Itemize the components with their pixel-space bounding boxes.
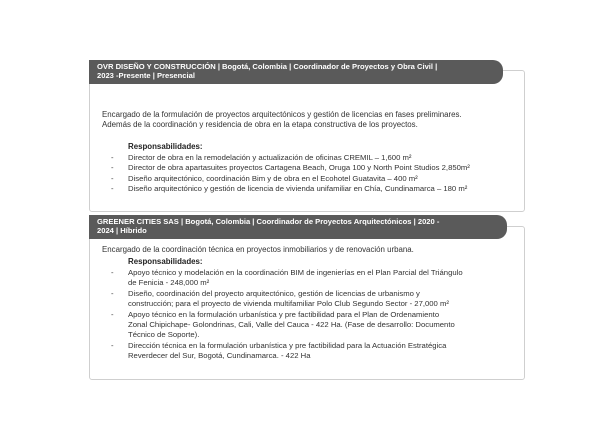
bullet-dash: - (111, 184, 114, 194)
description-line: Encargado de la coordinación técnica en proyectos inmobiliarios y de renovación urbana. (102, 245, 414, 254)
job-header-line2: 2024 | Híbrido (97, 226, 147, 235)
bullet-dash: - (111, 340, 114, 350)
list-item-text: Dirección técnica en la formulación urbanística y pre factibilidad para la Actuación Estratégica (128, 340, 447, 350)
job-description-greener (102, 245, 414, 255)
bullet-dash: - (111, 153, 114, 162)
list-item-text: Director de obra apartasuites proyectos Cartagena Beach, Oruga 100 y North Point Studios 2,850m² (128, 163, 470, 173)
responsibilities-title: Responsabilidades: (128, 257, 203, 266)
list-item (111, 341, 463, 362)
list-item-text: Reverdecer del Sur, Bogotá, Cundinamarca. - 422 Ha (128, 351, 311, 361)
list-item (111, 268, 463, 289)
list-item-text: Zonal Chipichape- Golondrinas, Cali, Valle del Cauca - 422 Ha. (Fase de desarrollo: Documento (128, 320, 455, 330)
bullet-dash: - (111, 268, 114, 277)
bullet-dash: - (111, 173, 114, 183)
list-item-text: Director de obra en la remodelación y actualización de oficinas CREMIL – 1,600 m² (128, 153, 412, 162)
job-header-ovr (89, 60, 503, 84)
list-item (111, 289, 463, 310)
list-item-text: de Fenicia - 248,000 m² (128, 278, 210, 288)
list-item-text: Apoyo técnico y modelación en la coordinación BIM de ingenierías en el Plan Parcial del Triángulo (128, 268, 463, 277)
bullet-dash: - (111, 309, 114, 319)
list-item-text: Diseño, coordinación del proyecto arquitectónico, gestión de licencias de urbanismo y (128, 288, 420, 298)
job-header-line1: GREENER CITIES SAS | Bogotá, Colombia | Coordinador de Proyectos Arquitectónicos | 2020 - (97, 217, 440, 226)
list-item-text: Diseño arquitectónico y gestión de licencia de vivienda unifamiliar en Chía, Cundinamarca – 180 m² (128, 184, 468, 194)
job-header-line2: 2023 -Presente | Presencial (97, 71, 195, 80)
list-item (111, 163, 470, 173)
bullet-dash: - (111, 163, 114, 173)
list-item (111, 310, 463, 341)
responsibilities-title: Responsabilidades: (128, 142, 203, 151)
responsibilities-list-greener (111, 268, 463, 362)
list-item-text: Diseño arquitectónico, coordinación Bim y de obra en el Ecohotel Guatavita – 400 m² (128, 173, 418, 183)
list-item-text: Técnico de Soporte). (128, 330, 200, 340)
description-line: Además de la coordinación y residencia de obra en la etapa constructiva de los proyectos. (102, 120, 418, 130)
description-line: Encargado de la formulación de proyectos arquitectónicos y gestión de licencias en fases preliminares. (102, 110, 462, 119)
list-item (111, 153, 470, 163)
list-item (111, 174, 470, 184)
list-item-text: Apoyo técnico en la formulación urbanística y pre factibilidad para el Plan de Ordenamiento (128, 309, 440, 319)
job-header-greener (89, 215, 507, 239)
list-item (111, 184, 470, 194)
job-header-line1: OVR DISEÑO Y CONSTRUCCIÓN | Bogotá, Colombia | Coordinador de Proyectos y Obra Civil | (97, 62, 438, 71)
list-item-text: construcción; para el proyecto de vivienda multifamiliar Polo Club Segundo Sector - 27,000 m² (128, 299, 449, 309)
responsibilities-list-ovr (111, 153, 470, 195)
job-description-ovr (102, 110, 462, 131)
bullet-dash: - (111, 288, 114, 298)
